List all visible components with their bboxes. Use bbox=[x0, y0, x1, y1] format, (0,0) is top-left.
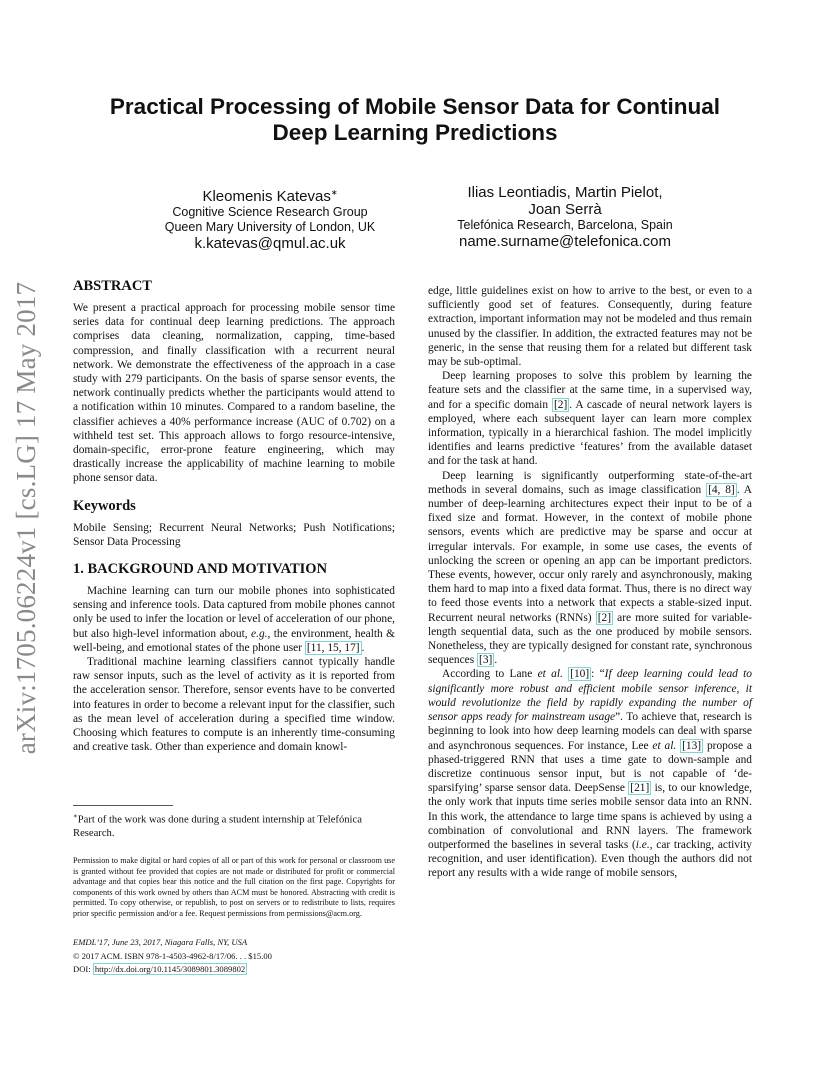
footnote-divider bbox=[73, 805, 173, 806]
paragraph: According to Lane et al. [10] : “If deep learning could lead to significantly more robust and efficient mobile sensor inference, it would revolutionize the field by rapidly expanding the number of sensor apps ready for mainstream usage”. To achieve that, research is beginning to look into how deep learning models can deal with sparse and asynchronous sequences. For instance, Lee et al. [13] propose a phased-triggered RNN that uses a time gate to down-sample and discretize continuous sensor input, but is not capable of ‘de-sparsifying’ sparse sensor data. DeepSense [21] is, to our knowledge, the only work that inputs time series mobile sensor data into an RNN. In this work, the attendance to large time spans is achieved by using a combination of convolutional and RNN layers. The framework outperformed the baselines in several tasks (i.e., car tracking, activity recognition, and user identification). Even though the authors did not report any results with a wide range of mobile sensors, bbox=[428, 668, 753, 880]
copyright-line: © 2017 ACM. ISBN 978-1-4503-4962-8/17/06. . . $15.00 bbox=[73, 950, 272, 961]
title-line-1: Practical Processing of Mobile Sensor Data for Continual bbox=[109, 94, 721, 119]
abstract-text: We present a practical approach for processing mobile sensor time series data for continual deep learning predictions. The approach comprises data cleaning, normalization, capping, time-based compression, and finally classification with a recurrent neural network. We demonstrate the effectiveness of the approach in a case study with 279 participants. On the basis of sparse sensor events, the network continually predicts whether the participants would attend to a notification within 10 minutes. Compared to a random baseline, the classifier achieves a 40% performance increase (AUC of 0.702) on a withheld test set. This approach allows to forgo resource-intensive, domain-specific, error-prone feature engineering, which may drastically increase the applicability of machine learning to mobile phone sensor data. bbox=[73, 302, 395, 485]
left-column bbox=[73, 278, 395, 754]
citation-link[interactable]: [11, 15, 17] bbox=[306, 641, 360, 654]
paragraph: Traditional machine learning classifiers cannot typically handle raw sensor inputs, such as the level of activity as it is reported from the acceleration sensor. Therefore, sensor events have to be converted into features in order to become a relevant input for the classifier, such as the mean level of acceleration during a specified time window. Choosing which features to compute is an inherently time-consuming and creative task. Other than experience and domain knowl- bbox=[73, 656, 395, 754]
permission-notice: Permission to make digital or hard copies of all or part of this work for personal or classroom use is granted without fee provided that copies are not made or distributed for profit or commercial advantage and that copies bear this notice and the full citation on the first page. Copyrights for components of this work owned by others than ACM must be honored. Abstracting with credit is permitted. To copy otherwise, or republish, to post on servers or to redistribute to lists, requires prior specific permission and/or a fee. Request permissions from permissions@acm.org. bbox=[73, 856, 395, 918]
footnote-marker: ∗ bbox=[330, 188, 338, 197]
citation-link[interactable]: [10] bbox=[570, 668, 590, 681]
arxiv-identifier: arXiv:1705.06224v1 [cs.LG] 17 May 2017 bbox=[11, 281, 41, 755]
paragraph: Deep learning is significantly outperforming state-of-the-art methods in several domains, such as image classification [4, 8] . A number of deep-learning architectures expect their input to be of a fixed size and format. However, in the context of mobile phone sensors, events which are predictive may be sparse and occur at irregular intervals. For example, in some use cases, the events of unlocking the screen or opening an app can be important predictors. These events, however, occur only rarely and asynchronously, making them hard to map into a fixed data format. Thus, there is no direct way to feed those events into a network that expects a stable-sized input. Recurrent neural networks (RNNs) [2] are more suited for variable-length sequential data, such as the one produced by mobile sensors. Nonetheless, they are typically designed for constant rate, synchronous sequences [3] . bbox=[428, 469, 752, 667]
paragraph: Deep learning proposes to solve this problem by learning the feature sets and the classifier at the same time, in a supervised way, and for a specific domain [2] . A cascade of neural network layers is employed, where each subsequent layer can learn more complex information, typically in a hierarchical fashion. The model implicitly identifies and learns predictive ‘features’ from the available dataset and for the task at hand. bbox=[428, 370, 752, 468]
author-block-2 bbox=[415, 184, 715, 250]
author-affiliation: Cognitive Science Research Group bbox=[172, 205, 368, 219]
keywords-text: Mobile Sensing; Recurrent Neural Networks; Push Notifications; Sensor Data Processing bbox=[73, 521, 395, 548]
paragraph: edge, little guidelines exist on how to arrive to the best, or even to a sufficiently good set of features. Consequently, during feature extraction, important information may not be modeled and thus remain unused by the classifier. In addition, the extracted features may not be generic, in the sense that reusing them for a related but different task may be sub-optimal. bbox=[428, 285, 752, 369]
citation-link[interactable]: [2] bbox=[553, 398, 568, 411]
citation-link[interactable]: [4, 8] bbox=[708, 483, 735, 496]
right-column bbox=[428, 284, 752, 881]
author-block-1 bbox=[120, 184, 420, 252]
conference-line: EMDL’17, June 23, 2017, Niagara Falls, NY, USA bbox=[73, 937, 248, 947]
paragraph: Machine learning can turn our mobile phones into sophisticated sensing and inference tools. Data captured from mobile phones cannot only be used to infer the location or level of acceleration of our phone, but also high-level information about, e.g., the environment, health & well-being, and emotional states of the phone user [11, 15, 17] . bbox=[73, 585, 395, 654]
title-line-2: Deep Learning Predictions bbox=[272, 120, 558, 145]
author-names: Joan Serrà bbox=[528, 201, 602, 218]
author-affiliation: Telefónica Research, Barcelona, Spain bbox=[457, 218, 673, 232]
conference-info bbox=[73, 936, 395, 977]
author-name: Kleomenis Katevas∗ bbox=[202, 188, 338, 205]
paper-title bbox=[60, 94, 770, 146]
citation-link[interactable]: [3] bbox=[479, 654, 493, 667]
citation-link[interactable]: [13] bbox=[682, 739, 702, 752]
section-heading: 1. BACKGROUND AND MOTIVATION bbox=[73, 561, 328, 578]
citation-link[interactable]: [2] bbox=[597, 611, 612, 624]
doi-link[interactable]: http://dx.doi.org/10.1145/3089801.3089802 bbox=[94, 964, 246, 974]
author-email: k.katevas@qmul.ac.uk bbox=[194, 235, 346, 252]
citation-link[interactable]: [21] bbox=[630, 782, 650, 795]
author-affiliation: Queen Mary University of London, UK bbox=[164, 220, 376, 234]
author-email: name.surname@telefonica.com bbox=[459, 233, 671, 250]
abstract-heading: ABSTRACT bbox=[73, 278, 152, 294]
keywords-heading: Keywords bbox=[73, 497, 136, 514]
author-names: Ilias Leontiadis, Martin Pielot, bbox=[467, 184, 663, 201]
doi-line: DOI: http://dx.doi.org/10.1145/3089801.3089802 bbox=[73, 964, 246, 974]
footnote: ∗Part of the work was done during a student internship at Telefónica Research. bbox=[73, 812, 362, 839]
